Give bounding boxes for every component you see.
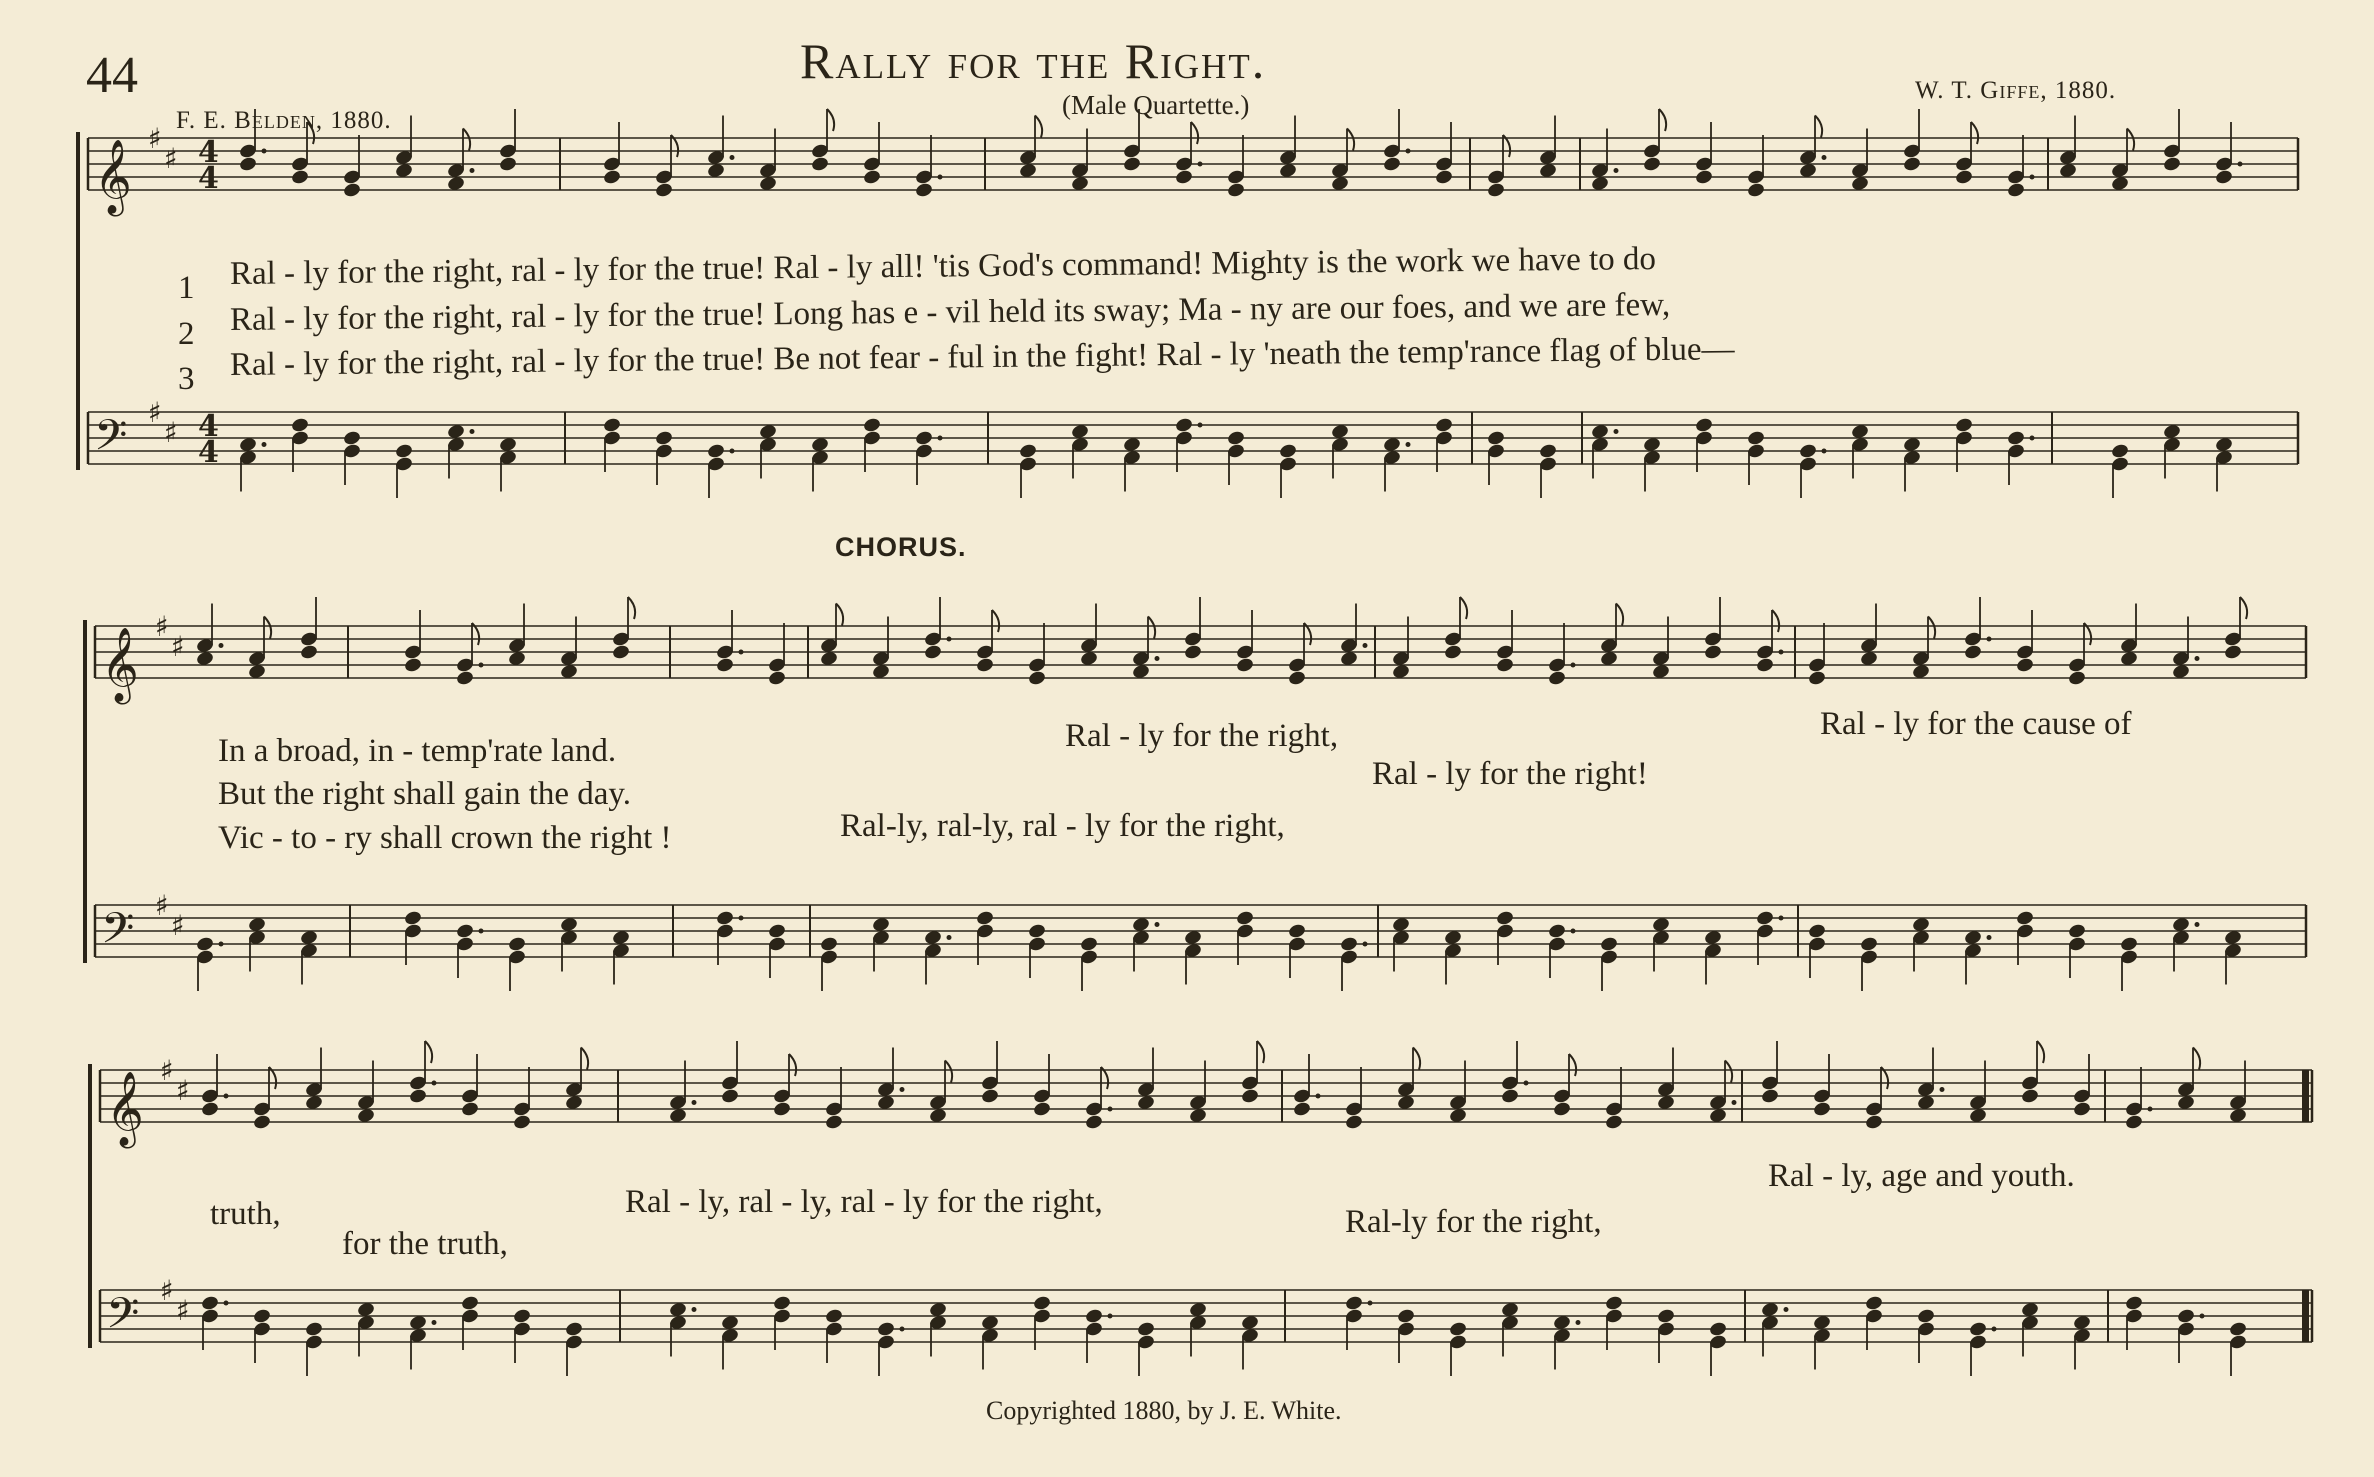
- note-head: [772, 1295, 791, 1312]
- note-head: [1916, 1308, 1935, 1325]
- note-head: [923, 644, 942, 661]
- note-head: [1755, 910, 1774, 927]
- treble-clef-icon: 𝄞: [94, 140, 132, 214]
- note-head: [1807, 923, 1826, 940]
- dot: [470, 429, 475, 434]
- note-head: [1018, 443, 1037, 460]
- note-head: [1226, 430, 1245, 447]
- note-head: [1278, 443, 1297, 460]
- note-head: [455, 923, 474, 940]
- note-head: [1235, 657, 1254, 674]
- note-head: [1495, 910, 1514, 927]
- note-flag: [1460, 597, 1467, 619]
- note-head: [2067, 670, 2086, 687]
- dot: [1198, 162, 1203, 167]
- dot: [1406, 149, 1411, 154]
- verse-number: 2: [178, 316, 195, 352]
- note-head: [706, 443, 725, 460]
- dot: [2148, 1107, 2153, 1112]
- note-head: [810, 156, 829, 173]
- note-head: [720, 1088, 739, 1105]
- dot: [1732, 1100, 1737, 1105]
- note-head: [1027, 923, 1046, 940]
- dot: [1779, 916, 1784, 921]
- dot: [1576, 1320, 1581, 1325]
- time-signature: 4: [198, 409, 219, 444]
- note-head: [1798, 443, 1817, 460]
- note-head: [2223, 644, 2242, 661]
- dot: [730, 449, 735, 454]
- dot: [1992, 1327, 1997, 1332]
- note-flag: [264, 617, 271, 639]
- note-head: [1122, 156, 1141, 173]
- chorus-label: CHORUS.: [835, 532, 967, 562]
- dot: [1155, 922, 1160, 927]
- note-head: [602, 169, 621, 186]
- note-head: [394, 443, 413, 460]
- rally-lyric: Ral - ly, age and youth.: [1768, 1158, 2075, 1194]
- tenor-lyric: Ral - ly for the right,: [1065, 718, 1339, 754]
- dot: [730, 155, 735, 160]
- dot: [2195, 922, 2200, 927]
- note-head: [975, 910, 994, 927]
- note-head: [2006, 182, 2025, 199]
- note-head: [1902, 156, 1921, 173]
- note-head: [200, 1295, 219, 1312]
- note-head: [2067, 923, 2086, 940]
- sharp-icon: ♯: [155, 610, 169, 643]
- note-head: [980, 1088, 999, 1105]
- dot: [692, 1100, 697, 1105]
- page-number: 44: [86, 47, 138, 104]
- lyric-truth: truth,: [210, 1196, 281, 1232]
- note-head: [1443, 644, 1462, 661]
- dot: [692, 1307, 697, 1312]
- note-head: [1174, 417, 1193, 434]
- verse-line: Ral - ly for the right, ral - ly for the true! Long has e - vil held its sway; Ma - ny are our foes, and we are few,: [229, 286, 1671, 338]
- dot: [1108, 1314, 1113, 1319]
- note-flag: [1772, 610, 1779, 632]
- dot: [1524, 1081, 1529, 1086]
- note-head: [1434, 169, 1453, 186]
- note-head: [1864, 1295, 1883, 1312]
- dot: [900, 1327, 905, 1332]
- note-head: [2124, 1114, 2143, 1131]
- note-flag: [2127, 129, 2134, 151]
- note-flag: [789, 1054, 796, 1076]
- note-head: [1807, 670, 1826, 687]
- note-flag: [1413, 1048, 1420, 1070]
- note-head: [1547, 923, 1566, 940]
- note-flag: [827, 109, 834, 131]
- note-head: [1287, 923, 1306, 940]
- dot: [1198, 423, 1203, 428]
- note-head: [1240, 1088, 1259, 1105]
- dot: [1940, 1087, 1945, 1092]
- note-head: [1486, 430, 1505, 447]
- note-head: [1864, 1114, 1883, 1131]
- note-head: [304, 1321, 323, 1338]
- note-head: [512, 1114, 531, 1131]
- dot: [2195, 656, 2200, 661]
- note-head: [824, 1114, 843, 1131]
- note-head: [975, 657, 994, 674]
- note-head: [1859, 936, 1878, 953]
- note-head: [1032, 1295, 1051, 1312]
- note-head: [290, 169, 309, 186]
- dot: [1363, 643, 1368, 648]
- note-head: [1694, 417, 1713, 434]
- dot: [900, 1087, 905, 1092]
- note-flag: [1928, 617, 1935, 639]
- note-head: [1287, 670, 1306, 687]
- sharp-icon: ♯: [164, 416, 178, 449]
- verse-number: 3: [178, 361, 195, 397]
- dot: [1822, 155, 1827, 160]
- note-head: [2006, 430, 2025, 447]
- note-head: [1954, 169, 1973, 186]
- note-head: [200, 1101, 219, 1118]
- verse-line: Ral - ly for the right, ral - ly for the true! Be not fear - ful in the fight! Ral - ly 'neath the temp'rance flag of blue—: [229, 331, 1735, 383]
- note-head: [2020, 1088, 2039, 1105]
- note-head: [602, 417, 621, 434]
- note-head: [1604, 1114, 1623, 1131]
- time-signature: 4: [198, 161, 219, 196]
- note-head: [2110, 443, 2129, 460]
- subtitle: (Male Quartette.): [1062, 90, 1250, 120]
- dot: [1406, 442, 1411, 447]
- note-flag: [836, 604, 843, 626]
- note-head: [1547, 670, 1566, 687]
- dot: [2200, 1314, 2205, 1319]
- sharp-icon: ♯: [171, 909, 185, 942]
- sharp-icon: ♯: [176, 1294, 190, 1327]
- note-head: [2162, 156, 2181, 173]
- note-head: [460, 1295, 479, 1312]
- bass-lyric: Ral-ly, ral-ly, ral - ly for the right,: [840, 808, 1285, 844]
- note-head: [914, 182, 933, 199]
- note-head: [1746, 182, 1765, 199]
- rally-lyric: Ral - ly, ral - ly, ral - ly for the right,: [625, 1184, 1103, 1220]
- dot: [262, 442, 267, 447]
- note-head: [1136, 1321, 1155, 1338]
- note-head: [1604, 1295, 1623, 1312]
- dot: [432, 1081, 437, 1086]
- verse-number: 1: [178, 270, 195, 306]
- sharp-icon: ♯: [148, 396, 162, 429]
- sharp-icon: ♯: [171, 630, 185, 663]
- tenor-lyric: Ral - ly for the right!: [1372, 756, 1648, 792]
- note-flag: [1659, 109, 1666, 131]
- sharp-icon: ♯: [160, 1054, 174, 1087]
- note-flag: [463, 129, 470, 151]
- dot: [1784, 1307, 1789, 1312]
- note-head: [252, 1114, 271, 1131]
- note-flag: [992, 610, 999, 632]
- dot: [262, 149, 267, 154]
- dot: [739, 650, 744, 655]
- note-head: [772, 1101, 791, 1118]
- note-head: [819, 936, 838, 953]
- dot: [2238, 162, 2243, 167]
- dot: [432, 1320, 437, 1325]
- note-flag: [1035, 116, 1042, 138]
- note-head: [2176, 1308, 2195, 1325]
- note-head: [1382, 156, 1401, 173]
- lyric-for-truth: for the truth,: [342, 1226, 508, 1262]
- note-head: [767, 670, 786, 687]
- note-head: [238, 156, 257, 173]
- note-head: [715, 910, 734, 927]
- dot: [224, 1301, 229, 1306]
- bass-clef-icon: 𝄢: [106, 1289, 140, 1349]
- note-head: [1292, 1101, 1311, 1118]
- note-head: [512, 1308, 531, 1325]
- note-head: [1703, 644, 1722, 661]
- sharp-icon: ♯: [176, 1074, 190, 1107]
- note-flag: [425, 1041, 432, 1063]
- dot: [1779, 650, 1784, 655]
- note-head: [914, 430, 933, 447]
- note-head: [654, 182, 673, 199]
- note-head: [1708, 1321, 1727, 1338]
- dot: [2030, 436, 2035, 441]
- note-head: [2119, 936, 2138, 953]
- note-head: [1755, 657, 1774, 674]
- note-flag: [1725, 1061, 1732, 1083]
- note-head: [1174, 169, 1193, 186]
- note-flag: [2240, 597, 2247, 619]
- note-head: [252, 1308, 271, 1325]
- note-flag: [1616, 604, 1623, 626]
- note-head: [564, 1321, 583, 1338]
- verse-line: Ral - ly for the right, ral - ly for the true! Ral - ly all! 'tis God's command! Mighty is the work we have to do: [229, 241, 1657, 292]
- note-head: [1486, 182, 1505, 199]
- note-head: [1235, 910, 1254, 927]
- note-head: [2228, 1321, 2247, 1338]
- note-head: [2015, 910, 2034, 927]
- note-flag: [628, 597, 635, 619]
- dot: [219, 643, 224, 648]
- dot: [1987, 637, 1992, 642]
- note-head: [2214, 169, 2233, 186]
- dot: [1368, 1301, 1373, 1306]
- note-head: [408, 1088, 427, 1105]
- note-flag: [1815, 116, 1822, 138]
- note-head: [1642, 156, 1661, 173]
- dot: [1363, 942, 1368, 947]
- note-head: [1599, 936, 1618, 953]
- note-head: [342, 430, 361, 447]
- note-head: [1339, 936, 1358, 953]
- sharp-icon: ♯: [148, 122, 162, 155]
- note-head: [1954, 417, 1973, 434]
- dot: [1614, 429, 1619, 434]
- note-head: [1032, 1101, 1051, 1118]
- verse-ending: In a broad, in - temp'rate land.: [218, 733, 617, 769]
- note-head: [1968, 1321, 1987, 1338]
- time-signature: 4: [198, 435, 219, 470]
- note-head: [2124, 1295, 2143, 1312]
- note-head: [403, 910, 422, 927]
- note-head: [1656, 1308, 1675, 1325]
- note-flag: [1148, 617, 1155, 639]
- note-head: [1448, 1321, 1467, 1338]
- note-head: [1812, 1101, 1831, 1118]
- note-head: [195, 936, 214, 953]
- note-head: [1079, 936, 1098, 953]
- note-head: [1500, 1088, 1519, 1105]
- final-barline: [2302, 1290, 2309, 1342]
- verse-ending: Vic - to - ry shall crown the right !: [218, 820, 672, 856]
- note-head: [498, 156, 517, 173]
- treble-clef-icon: 𝄞: [101, 628, 139, 702]
- note-flag: [1347, 129, 1354, 151]
- sharp-icon: ♯: [155, 889, 169, 922]
- note-flag: [1971, 122, 1978, 144]
- dot: [947, 935, 952, 940]
- dot: [1316, 1094, 1321, 1099]
- treble-clef-icon: 𝄞: [106, 1072, 144, 1146]
- dot: [1155, 656, 1160, 661]
- dot: [470, 168, 475, 173]
- note-flag: [581, 1048, 588, 1070]
- bass-clef-icon: 𝄢: [94, 411, 128, 471]
- dot: [938, 175, 943, 180]
- note-head: [654, 430, 673, 447]
- rally-lyric: Ral-ly for the right,: [1345, 1204, 1602, 1240]
- note-head: [1084, 1114, 1103, 1131]
- dot: [938, 436, 943, 441]
- copyright-notice: Copyrighted 1880, by J. E. White.: [986, 1396, 1342, 1425]
- note-head: [507, 936, 526, 953]
- sharp-icon: ♯: [164, 142, 178, 175]
- note-head: [1538, 443, 1557, 460]
- dot: [1822, 449, 1827, 454]
- note-head: [1183, 644, 1202, 661]
- dot: [947, 637, 952, 642]
- dot: [219, 942, 224, 947]
- bass-clef-icon: 𝄢: [101, 904, 135, 964]
- dot: [1987, 935, 1992, 940]
- note-head: [342, 182, 361, 199]
- note-head: [767, 923, 786, 940]
- note-flag: [1191, 122, 1198, 144]
- lyric-continuation: Ral - ly for the cause of: [1820, 706, 2132, 742]
- note-head: [1396, 1308, 1415, 1325]
- note-head: [1760, 1088, 1779, 1105]
- note-head: [2072, 1101, 2091, 1118]
- dot: [1571, 929, 1576, 934]
- note-head: [1495, 657, 1514, 674]
- note-flag: [2193, 1048, 2200, 1070]
- note-head: [460, 1101, 479, 1118]
- sharp-icon: ♯: [160, 1274, 174, 1307]
- note-head: [876, 1321, 895, 1338]
- note-head: [2015, 657, 2034, 674]
- note-head: [1344, 1295, 1363, 1312]
- dot: [1571, 663, 1576, 668]
- composer-credit: W. T. Giffe, 1880.: [1915, 77, 2117, 104]
- note-head: [862, 417, 881, 434]
- note-head: [403, 657, 422, 674]
- note-flag: [1569, 1054, 1576, 1076]
- note-head: [1084, 1308, 1103, 1325]
- note-head: [862, 169, 881, 186]
- note-head: [1694, 169, 1713, 186]
- note-head: [1434, 417, 1453, 434]
- dot: [479, 929, 484, 934]
- dot: [1108, 1107, 1113, 1112]
- note-head: [1963, 644, 1982, 661]
- note-head: [299, 644, 318, 661]
- lyricist-credit: F. E. Belden, 1880.: [176, 107, 392, 134]
- note-head: [1226, 182, 1245, 199]
- note-head: [455, 670, 474, 687]
- note-head: [1344, 1114, 1363, 1131]
- note-head: [715, 657, 734, 674]
- final-barline: [2302, 1070, 2309, 1122]
- verse-ending: But the right shall gain the day.: [218, 776, 632, 812]
- note-head: [611, 644, 630, 661]
- time-signature: 4: [198, 135, 219, 170]
- note-flag: [1257, 1041, 1264, 1063]
- note-head: [1746, 430, 1765, 447]
- note-flag: [945, 1061, 952, 1083]
- note-flag: [2037, 1041, 2044, 1063]
- note-head: [290, 417, 309, 434]
- dot: [224, 1094, 229, 1099]
- note-head: [824, 1308, 843, 1325]
- hymn-title: Rally for the Right.: [800, 33, 1267, 89]
- dot: [2030, 175, 2035, 180]
- dot: [1614, 168, 1619, 173]
- dot: [479, 663, 484, 668]
- note-head: [1027, 670, 1046, 687]
- dot: [739, 916, 744, 921]
- note-head: [1552, 1101, 1571, 1118]
